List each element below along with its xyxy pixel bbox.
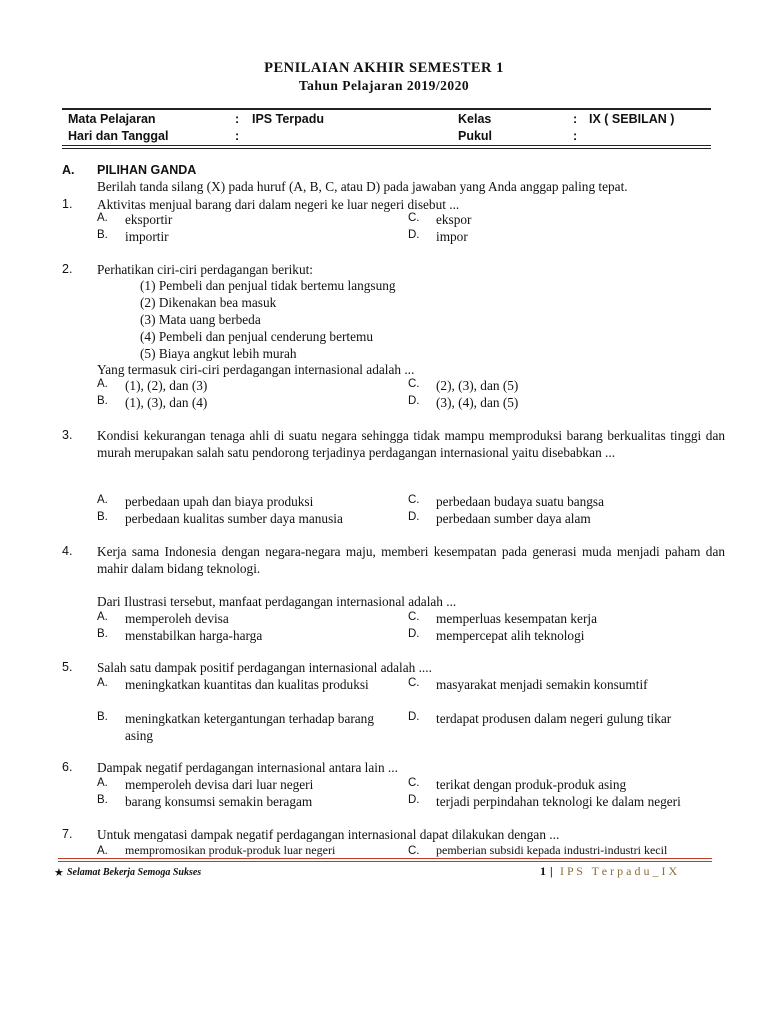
question-number: 7. [62, 827, 73, 841]
mapel-value: IPS Terpadu [252, 112, 325, 126]
question-text: Untuk mengatasi dampak negatif perdagangan internasional dapat dilakukan dengan ... [97, 827, 560, 842]
option-text: impor [436, 229, 468, 244]
question-number: 3. [62, 428, 73, 442]
option-label: D. [408, 511, 420, 523]
question-stem: Yang termasuk ciri-ciri perdagangan internasional adalah ... [97, 362, 415, 377]
option-label: B. [97, 229, 108, 241]
option-text: terikat dengan produk-produk asing [436, 777, 627, 792]
question-number: 5. [62, 660, 73, 674]
section-instruction: Berilah tanda silang (X) pada huruf (A, B, C, atau D) pada jawaban yang Anda anggap paling tepat. [97, 179, 628, 194]
question-text: Kondisi kekurangan tenaga ahli di suatu negara sehingga tidak mampu memproduksi barang berkualitas tinggi dan murah merupakan salah satu pendorong terjadinya perdagangan internasional yaitu disebabkan ... [97, 428, 725, 460]
list-item: (2) Dikenakan bea masuk [140, 295, 277, 310]
footer-separator: | [550, 864, 553, 878]
option-text: (1), (2), dan (3) [125, 378, 208, 393]
question-number: 4. [62, 544, 73, 558]
list-item: (4) Pembeli dan penjual cenderung bertemu [140, 329, 373, 344]
option-text: meningkatkan kuantitas dan kualitas produksi [125, 677, 369, 692]
option-label: D. [408, 229, 420, 241]
footer-rule [58, 858, 712, 859]
option-label: D. [408, 794, 420, 806]
option-label: C. [408, 378, 420, 390]
table-bottom-rule [62, 145, 711, 146]
option-label: A. [97, 494, 108, 506]
table-bottom-rule-2 [62, 148, 711, 149]
option-text: mempercepat alih teknologi [436, 628, 585, 643]
section-title: PILIHAN GANDA [97, 163, 197, 177]
option-text: menstabilkan harga-harga [125, 628, 263, 643]
option-label: B. [97, 511, 108, 523]
option-text: memperoleh devisa dari luar negeri [125, 777, 314, 792]
option-text: masyarakat menjadi semakin konsumtif [436, 677, 648, 692]
list-item: (1) Pembeli dan penjual tidak bertemu langsung [140, 278, 396, 293]
option-text: pemberian subsidi kepada industri-industri kecil [436, 843, 668, 857]
list-item: (3) Mata uang berbeda [140, 312, 261, 327]
option-text: eksportir [125, 212, 173, 227]
option-label: A. [97, 378, 108, 390]
question-text: Aktivitas menjual barang dari dalam negeri ke luar negeri disebut ... [97, 197, 460, 212]
hari-separator: : [235, 129, 240, 143]
option-label: C. [408, 677, 420, 689]
question-text: Salah satu dampak positif perdagangan internasional adalah .... [97, 660, 432, 675]
option-label: C. [408, 212, 420, 224]
page-subtitle: Tahun Pelajaran 2019/2020 [298, 78, 470, 93]
kelas-value: IX ( SEBILAN ) [589, 112, 675, 126]
question-text: Kerja sama Indonesia dengan negara-negara maju, memberi kesempatan pada generasi muda menjadi paham dan mahir dalam bidang teknologi. [97, 544, 725, 576]
option-label: C. [408, 494, 420, 506]
question-text: Dampak negatif perdagangan internasional antara lain ... [97, 760, 398, 775]
option-text: perbedaan upah dan biaya produksi [125, 494, 314, 509]
question-number: 6. [62, 760, 73, 774]
option-text: importir [125, 229, 169, 244]
option-label: D. [408, 395, 420, 407]
pukul-label: Pukul [458, 129, 493, 143]
option-text: ekspor [436, 212, 472, 227]
footer-subject: I P S T e r p a d u _ I X [560, 864, 678, 878]
question-text: Perhatikan ciri-ciri perdagangan berikut: [97, 262, 313, 277]
option-text: mempromosikan produk-produk luar negeri [125, 843, 336, 857]
option-label: B. [97, 711, 108, 723]
kelas-label: Kelas [458, 112, 492, 126]
option-text: perbedaan budaya suatu bangsa [436, 494, 604, 509]
mapel-label: Mata Pelajaran [68, 112, 156, 126]
page-title: PENILAIAN AKHIR SEMESTER 1 [264, 60, 504, 76]
option-label: C. [408, 611, 420, 623]
option-label: A. [97, 611, 108, 623]
list-item: (5) Biaya angkut lebih murah [140, 346, 297, 361]
option-label: C. [408, 845, 420, 857]
footer-rule-2 [58, 861, 712, 862]
option-text: terjadi perpindahan teknologi ke dalam negeri [436, 794, 681, 809]
option-text: (1), (3), dan (4) [125, 395, 208, 410]
option-text: meningkatkan ketergantungan terhadap barang asing [125, 711, 374, 743]
option-label: D. [408, 711, 420, 723]
option-label: B. [97, 794, 108, 806]
option-label: A. [97, 212, 108, 224]
option-label: B. [97, 395, 108, 407]
option-text: memperluas kesempatan kerja [436, 611, 597, 626]
pukul-separator: : [573, 129, 578, 143]
option-label: C. [408, 777, 420, 789]
star-icon: ★ [54, 867, 64, 879]
option-text: barang konsumsi semakin beragam [125, 794, 313, 809]
option-label: A. [97, 777, 108, 789]
option-text: perbedaan sumber daya alam [436, 511, 591, 526]
option-label: B. [97, 628, 108, 640]
option-text: memperoleh devisa [125, 611, 229, 626]
option-label: D. [408, 628, 420, 640]
question-number: 2. [62, 262, 73, 276]
question-number: 1. [62, 197, 73, 211]
table-top-rule [62, 108, 711, 110]
question-stem: Dari Ilustrasi tersebut, manfaat perdagangan internasional adalah ... [97, 594, 457, 609]
option-text: terdapat produsen dalam negeri gulung tikar [436, 711, 672, 726]
footer-motto: Selamat Bekerja Semoga Sukses [67, 867, 202, 878]
page-number: 1 [540, 864, 546, 878]
section-letter: A. [62, 163, 75, 177]
kelas-separator: : [573, 112, 578, 126]
option-text: (3), (4), dan (5) [436, 395, 519, 410]
option-label: A. [97, 677, 108, 689]
hari-label: Hari dan Tanggal [68, 129, 169, 143]
option-text: perbedaan kualitas sumber daya manusia [125, 511, 343, 526]
option-text: (2), (3), dan (5) [436, 378, 519, 393]
mapel-separator: : [235, 112, 240, 126]
option-label: A. [97, 845, 108, 857]
